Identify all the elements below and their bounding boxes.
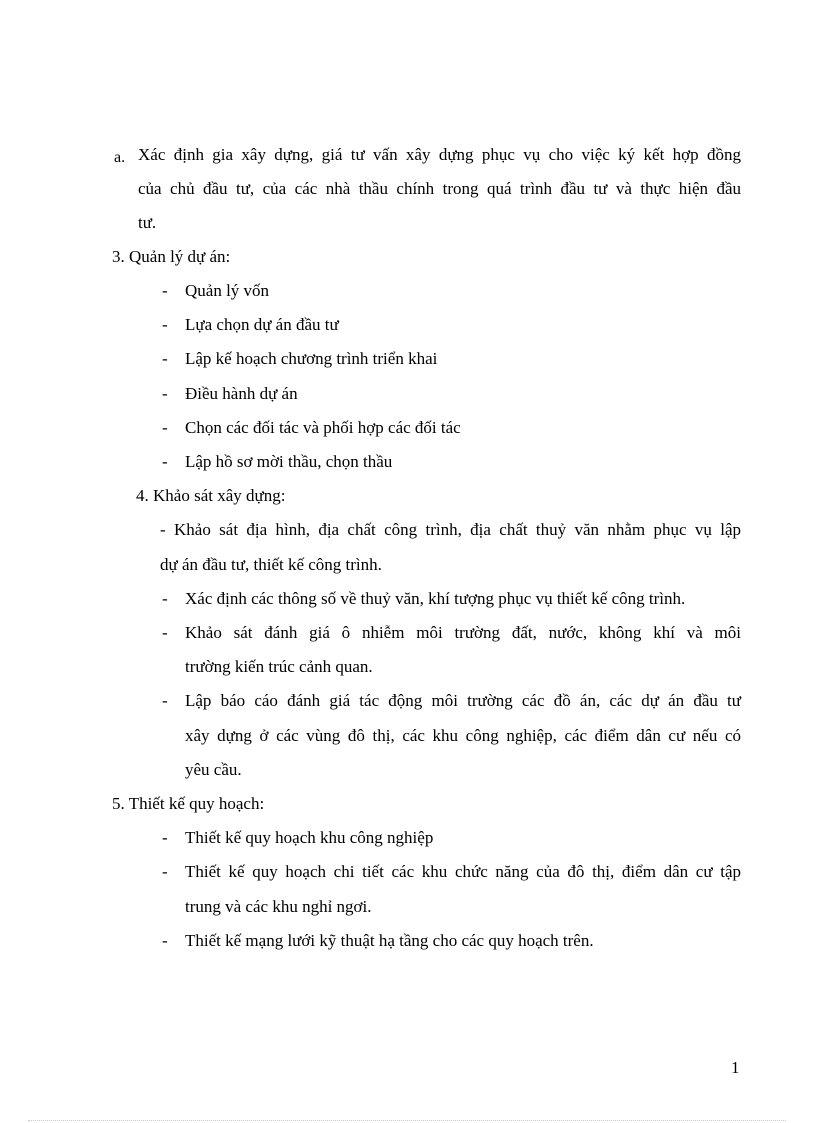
- section-4-item-3-line-3: yêu cầu.: [185, 760, 242, 779]
- section-4-item-2-line-1: Khảo sát đánh giá ô nhiễm môi trường đất, nước, không khí và môi: [185, 623, 741, 642]
- section-4-intro-line-2: dự án đầu tư, thiết kế công trình.: [160, 555, 382, 574]
- section-3-item: Chọn các đối tác và phối hợp các đối tác: [185, 418, 461, 437]
- bullet-dash: -: [162, 349, 168, 368]
- section-4-intro-line-1: - Khảo sát địa hình, địa chất công trình, địa chất thuỷ văn nhằm phục vụ lập: [160, 520, 741, 539]
- bullet-dash: -: [162, 281, 168, 300]
- section-5-item-3: Thiết kế mạng lưới kỹ thuật hạ tầng cho các quy hoạch trên.: [185, 931, 594, 950]
- bullet-dash: -: [162, 862, 168, 881]
- section-4-item-3-line-2: xây dựng ở các vùng đô thị, các khu công nghiệp, các điểm dân cư nếu có: [185, 726, 741, 745]
- section-4-item-3-line-1: Lập báo cáo đánh giá tác động môi trường các đồ án, các dự án đầu tư: [185, 691, 741, 710]
- section-5-heading: 5. Thiết kế quy hoạch:: [112, 794, 265, 813]
- page-number: 1: [731, 1058, 740, 1077]
- item-a-marker: a.: [114, 149, 126, 166]
- section-3-heading: 3. Quản lý dự án:: [112, 247, 231, 266]
- section-3-item: Lập kế hoạch chương trình triển khai: [185, 349, 438, 368]
- section-3-item: Quản lý vốn: [185, 281, 270, 300]
- bullet-dash: -: [162, 452, 168, 471]
- section-3-item: Lựa chọn dự án đầu tư: [185, 315, 339, 334]
- bullet-dash: -: [162, 418, 168, 437]
- section-3-item: Điều hành dự án: [185, 384, 298, 403]
- bullet-dash: -: [162, 828, 168, 847]
- section-5-item-1: Thiết kế quy hoạch khu công nghiệp: [185, 828, 434, 847]
- section-4-item-1: Xác định các thông số về thuỷ văn, khí tượng phục vụ thiết kế công trình.: [185, 589, 686, 608]
- bottom-divider: [28, 1120, 786, 1121]
- item-a-line-1: Xác định gia xây dựng, giá tư vấn xây dựng phục vụ cho việc ký kết hợp đồng: [138, 145, 741, 164]
- section-3-item: Lập hồ sơ mời thầu, chọn thầu: [185, 452, 393, 471]
- item-a-line-2: của chủ đầu tư, của các nhà thầu chính trong quá trình đầu tư và thực hiện đầu: [138, 179, 741, 198]
- bullet-dash: -: [162, 384, 168, 403]
- section-4-item-2-line-2: trường kiến trúc cảnh quan.: [185, 657, 373, 676]
- bullet-dash: -: [162, 931, 168, 950]
- section-4-heading: 4. Khảo sát xây dựng:: [136, 486, 286, 505]
- section-5-item-2-line-1: Thiết kế quy hoạch chi tiết các khu chức năng của đô thị, điểm dân cư tập: [185, 862, 741, 881]
- item-a-line-3: tư.: [138, 213, 157, 232]
- bullet-dash: -: [162, 315, 168, 334]
- bullet-dash: -: [162, 691, 168, 710]
- bullet-dash: -: [162, 623, 168, 642]
- bullet-dash: -: [162, 589, 168, 608]
- section-5-item-2-line-2: trung và các khu nghỉ ngơi.: [185, 897, 372, 916]
